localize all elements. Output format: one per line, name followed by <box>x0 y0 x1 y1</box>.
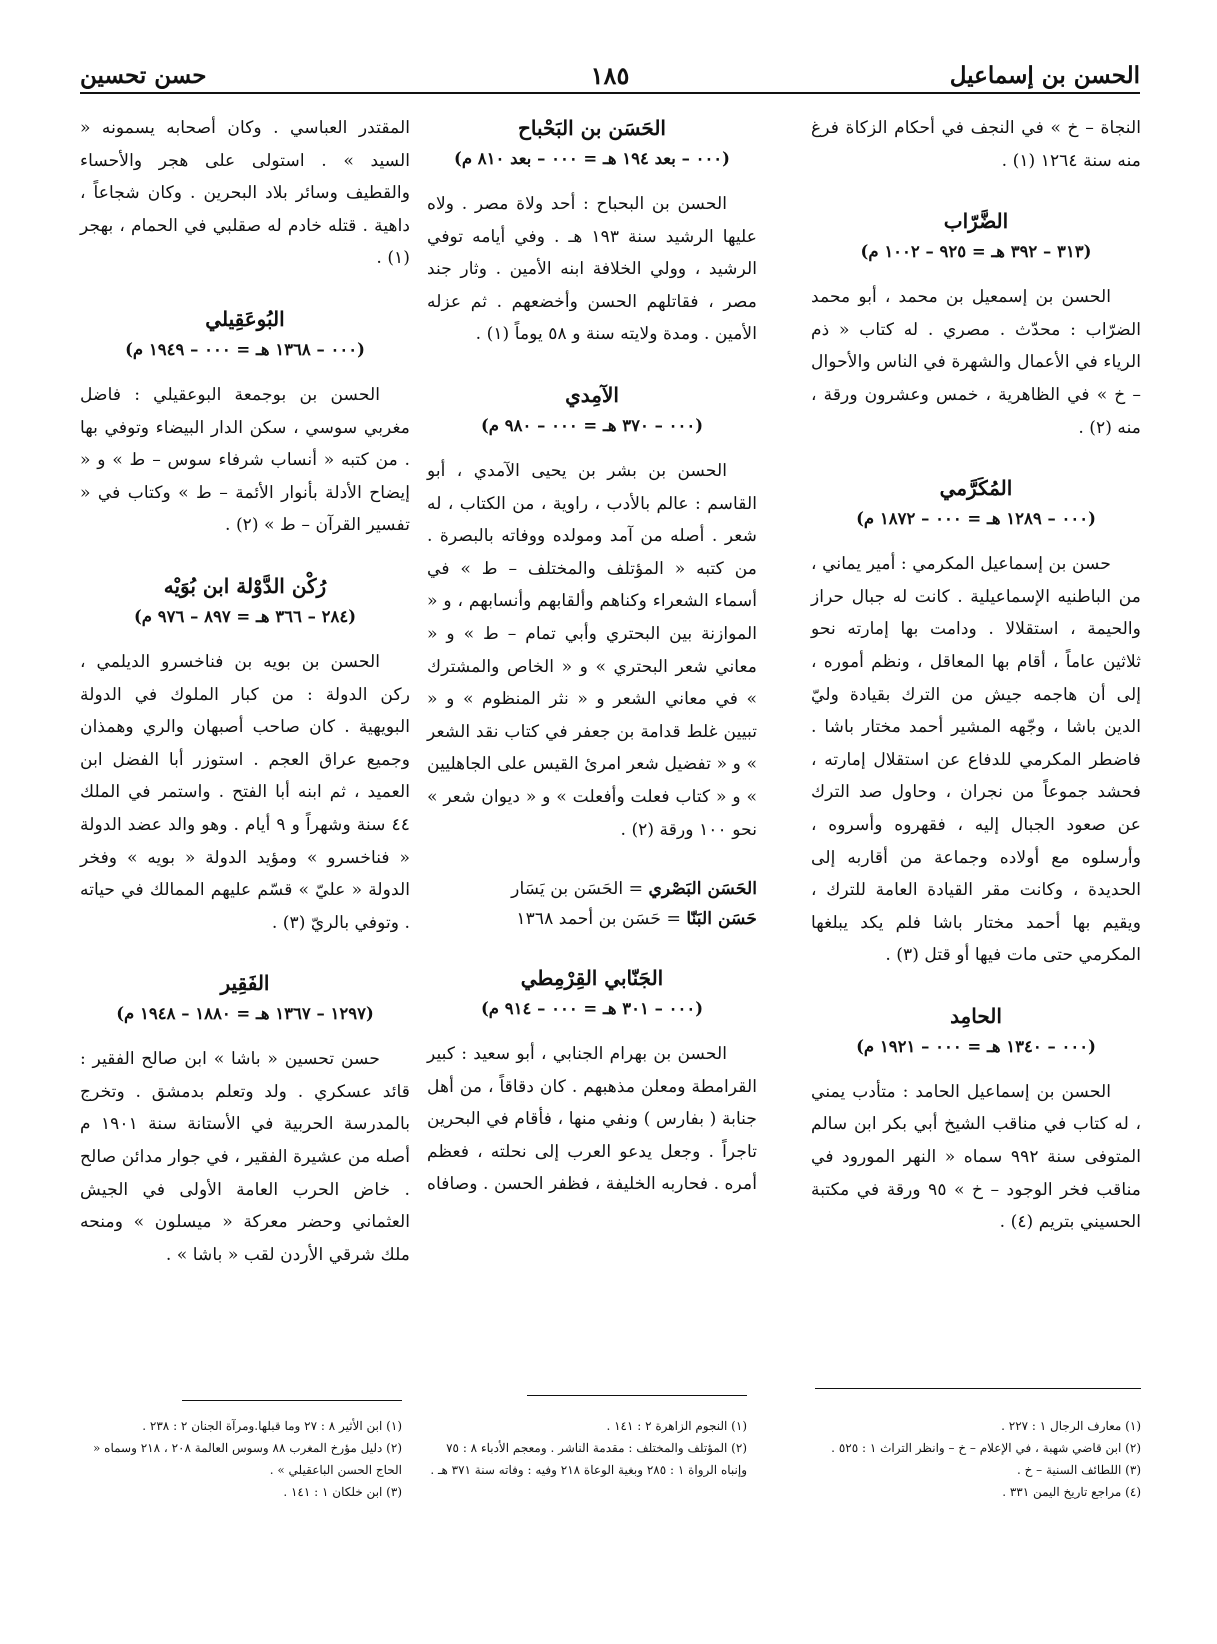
footnote-rule <box>527 1395 747 1396</box>
footnote: (٢) دليل مؤرخ المغرب ٨٨ وسوس العالمة ٢٠٨ ، ٢١٨ وسماه « الحاج الحسن الباعقيلي » . <box>93 1441 402 1477</box>
entry-text: حسن بن إسماعيل المكرمي : أمير يماني ، من الباطنيه الإسماعيلية . كانت له جبال حراز والحيمة ، استقلالا . ودامت بها إمارته نحو ثلاثين عاماً ، أقام بها المعاقل ، ونظم أموره ، إلى أن هاجمه جيش من الترك بقيادة وليّ الدين باشا ، وجّهه المشير أحمد مختار باشا . فاضطر المكرمي للدفاع عن استقلال إمارته ، فحشد جموعاً من نجران ، وحاول صد الترك عن صعود الجبال إليه ، فقهروه وأسروه ، وأرسلوه مع أولاده وجماعة من أقاربه إلى الحديدة ، وكانت مقر القيادة العامة للترك ، ويقيم بها أحمد مختار باشا فلم يكد يبلغها المكرمي حتى مات فيها أو قتل (٣) . <box>811 554 1141 966</box>
entry-heading: المُكَرَّمي <box>939 476 1013 501</box>
footnote: (٢) المؤتلف والمختلف : مقدمة الناشر . ومعجم الأدباء ٨ : ٧٥ وإنباه الرواة ١ : ٢٨٥ وبغية الوعاة ٢١٨ وفيه : وفاته سنة ٣٧١ هـ . <box>430 1441 747 1477</box>
footnotes-left <box>72 1415 402 1503</box>
entry-dates: (٢٨٤ – ٣٦٦ هـ = ٨٩٧ – ٩٧٦ م) <box>133 606 357 626</box>
entry-dates: (٠٠٠ – ١٣٤٠ هـ = ٠٠٠ – ١٩٢١ م) <box>856 1036 1096 1056</box>
entry-dates: (١٢٩٧ – ١٣٦٧ هـ = ١٨٨٠ – ١٩٤٨ م) <box>116 1004 374 1024</box>
entry-heading: الفَقِير <box>220 971 270 996</box>
entry-text: حسن تحسين « باشا » ابن صالح الفقير : قائد عسكري . ولد وتعلم بدمشق . وتخرج بالمدرسة الحربية في الأستانة سنة ١٩٠١ م أصله من عشيرة الفقير ، في جوار مدائن صالح . خاض الحرب العامة الأولى في الجيش العثماني وحضر معركة « ميسلون » ومنحه ملك شرقي الأردن لقب « باشا » . <box>80 1049 410 1265</box>
xref-name: حَسَن البَنّا <box>686 909 757 930</box>
footnote: (١) النجوم الزاهرة ٢ : ١٤١ . <box>606 1419 747 1433</box>
entry-text: الحسن بن بشر بن يحيى الآمدي ، أبو القاسم : عالم بالأدب ، راوية ، من الكتاب ، له شعر . أصله من آمد ومولده ووفاته بالبصرة . من كتبه « المؤتلف والمختلف – ط » في أسماء الشعراء وكناهم وألقابهم وأنسابهم ، و « الموازنة بين البحتري وأبي تمام – ط » و « معاني شعر البحتري » و « الخاص والمشترك » في معاني الشعر و « نثر المنظوم » و « تبيين غلط قدامة بن جعفر في كتاب نقد الشعر » و « تفضيل شعر امرئ القيس على الجاهليين » و « كتاب فعلت وأفعلت » و « ديوان شعر » نحو ١٠٠ ورقة (٢) . <box>427 460 757 840</box>
continuation-text: المقتدر العباسي . وكان أصحابه يسمونه « السيد » . استولى على هجر والأحساء والقطيف وسائر بلاد البحرين . وكان شجاعاً ، داهية . قتله خادم له صقلبي في الحمام ، بهجر (١) . <box>80 118 410 269</box>
entry-text: الحسن بن إسمعيل بن محمد ، أبو محمد الضرّاب : محدّث . مصري . له كتاب « ذم الرياء في الأعمال والشهرة في الناس والأحوال – خ » في الظاهرية ، خمس وعشرون ورقة ، منه (٢) . <box>811 287 1141 438</box>
xref-target: = الحَسَن بن يَسَار <box>511 879 643 900</box>
column-right <box>811 112 1141 1239</box>
entry-heading: الحَسَن بن البَحْباح <box>518 116 666 140</box>
entry-dates: (٣١٣ – ٣٩٢ هـ = ٩٢٥ – ١٠٠٢ م) <box>860 242 1092 262</box>
cross-reference <box>427 904 757 934</box>
page-header <box>80 62 1140 94</box>
footnote-rule <box>182 1400 402 1401</box>
footnote: (٢) ابن قاضي شهبة ، في الإعلام – خ – وانظر التراث ١ : ٥٢٥ . <box>831 1441 1141 1455</box>
xref-name: الحَسَن البَصْري <box>648 879 757 900</box>
column-middle <box>427 112 757 1201</box>
entry-dates: (٠٠٠ – ١٢٨٩ هـ = ٠٠٠ – ١٨٧٢ م) <box>856 509 1096 529</box>
xref-target: = حَسَن بن أحمد ١٣٦٨ <box>516 909 681 930</box>
footnote: (٤) مراجع تاريخ اليمن ٣٣١ . <box>1002 1485 1141 1499</box>
running-head-right: الحسن بن إسماعيل <box>944 62 1146 90</box>
footnotes-middle <box>417 1415 747 1481</box>
cross-reference <box>427 874 757 904</box>
footnotes-right <box>811 1415 1141 1503</box>
footnote-rule <box>815 1388 1141 1389</box>
column-left <box>80 112 410 1271</box>
page-number: ١٨٥ <box>585 62 636 90</box>
footnote: (١) معارف الرجال ١ : ٢٢٧ . <box>1001 1419 1141 1433</box>
footnote: (٣) اللطائف السنية – خ . <box>1016 1463 1141 1477</box>
entry-heading: البُوعَقِيلي <box>205 306 285 331</box>
entry-heading: الآمِدي <box>565 382 619 407</box>
entry-text: الحسن بن إسماعيل الحامد : متأدب يمني ، له كتاب في مناقب الشيخ أبي بكر ابن سالم المتوفى سنة ٩٩٢ سماه « النهر المورود في مناقب فخر الوجود – خ » ٩٥ ورقة في مكتبة الحسيني بتريم (٤) . <box>811 1081 1141 1233</box>
entry-dates: (٠٠٠ – ٣٠١ هـ = ٠٠٠ – ٩١٤ م) <box>480 999 704 1019</box>
entry-dates: (٠٠٠ – بعد ١٩٤ هـ = ٠٠٠ – بعد ٨١٠ م) <box>454 149 730 168</box>
entry-text: الحسن بن البحباح : أحد ولاة مصر . ولاه عليها الرشيد سنة ١٩٣ هـ . وفي أيامه توفي الرشيد ، وولي الخلافة ابنه الأمين . وثار جند مصر ، فقاتلهم الحسن وأخضعهم . ثم عزله الأمين . ومدة ولايته سنة و ٥٨ يوماً (١) . <box>427 194 757 345</box>
entry-text: الحسن بن بهرام الجنابي ، أبو سعيد : كبير القرامطة ومعلن مذهبهم . كان دقاقاً ، من أهل جنابة ( بفارس ) ونفي منها ، فأقام في البحرين تاجراً . وجعل يدعو العرب إلى نحلته ، فعظم أمره . فحاربه الخليفة ، فظفر الحسن . وصافاه <box>427 1044 757 1195</box>
entry-text: الحسن بن بويه بن فناخسرو الديلمي ، ركن الدولة : من كبار الملوك في الدولة البويهية . كان صاحب أصبهان والري وهمذان وجميع عراق العجم . استوزر أبا الفضل ابن العميد ، ثم ابنه أبا الفتح . واستمر في الملك ٤٤ سنة وشهراً و ٩ أيام . وهو والد عضد الدولة « فناخسرو » ومؤيد الدولة « بويه » وفخر الدولة « عليّ » قسّم عليهم الممالك في حياته . وتوفي بالريّ (٣) . <box>80 651 410 933</box>
entry-heading: الجَنّابي القِرْمِطي <box>520 966 664 991</box>
entry-dates: (٠٠٠ – ٣٧٠ هـ = ٠٠٠ – ٩٨٠ م) <box>480 415 704 435</box>
entry-heading: الحامِد <box>950 1003 1002 1028</box>
entry-dates: (٠٠٠ – ١٣٦٨ هـ = ٠٠٠ – ١٩٤٩ م) <box>125 339 365 359</box>
footnote: (١) ابن الأثير ٨ : ٢٧ وما قبلها.ومرآة الجنان ٢ : ٢٣٨ . <box>142 1419 402 1433</box>
footnote: (٣) ابن خلكان ١ : ١٤١ . <box>283 1485 402 1499</box>
entry-text: الحسن بن بوجمعة البوعقيلي : فاضل مغربي سوسي ، سكن الدار البيضاء وتوفي بها . من كتبه « أنساب شرفاء سوس – ط » و « إيضاح الأدلة بأنوار الأئمة – ط » وكتاب في « تفسير القرآن – ط » (٢) . <box>80 384 410 536</box>
entry-heading: رُكْن الدَّوْلة ابن بُوَيْه <box>163 573 327 598</box>
continuation-text: النجاة – خ » في النجف في أحكام الزكاة فرغ منه سنة ١٢٦٤ (١) . <box>811 118 1141 171</box>
running-head-left: حسن تحسين <box>74 62 212 90</box>
entry-heading: الضَّرّاب <box>943 209 1009 234</box>
